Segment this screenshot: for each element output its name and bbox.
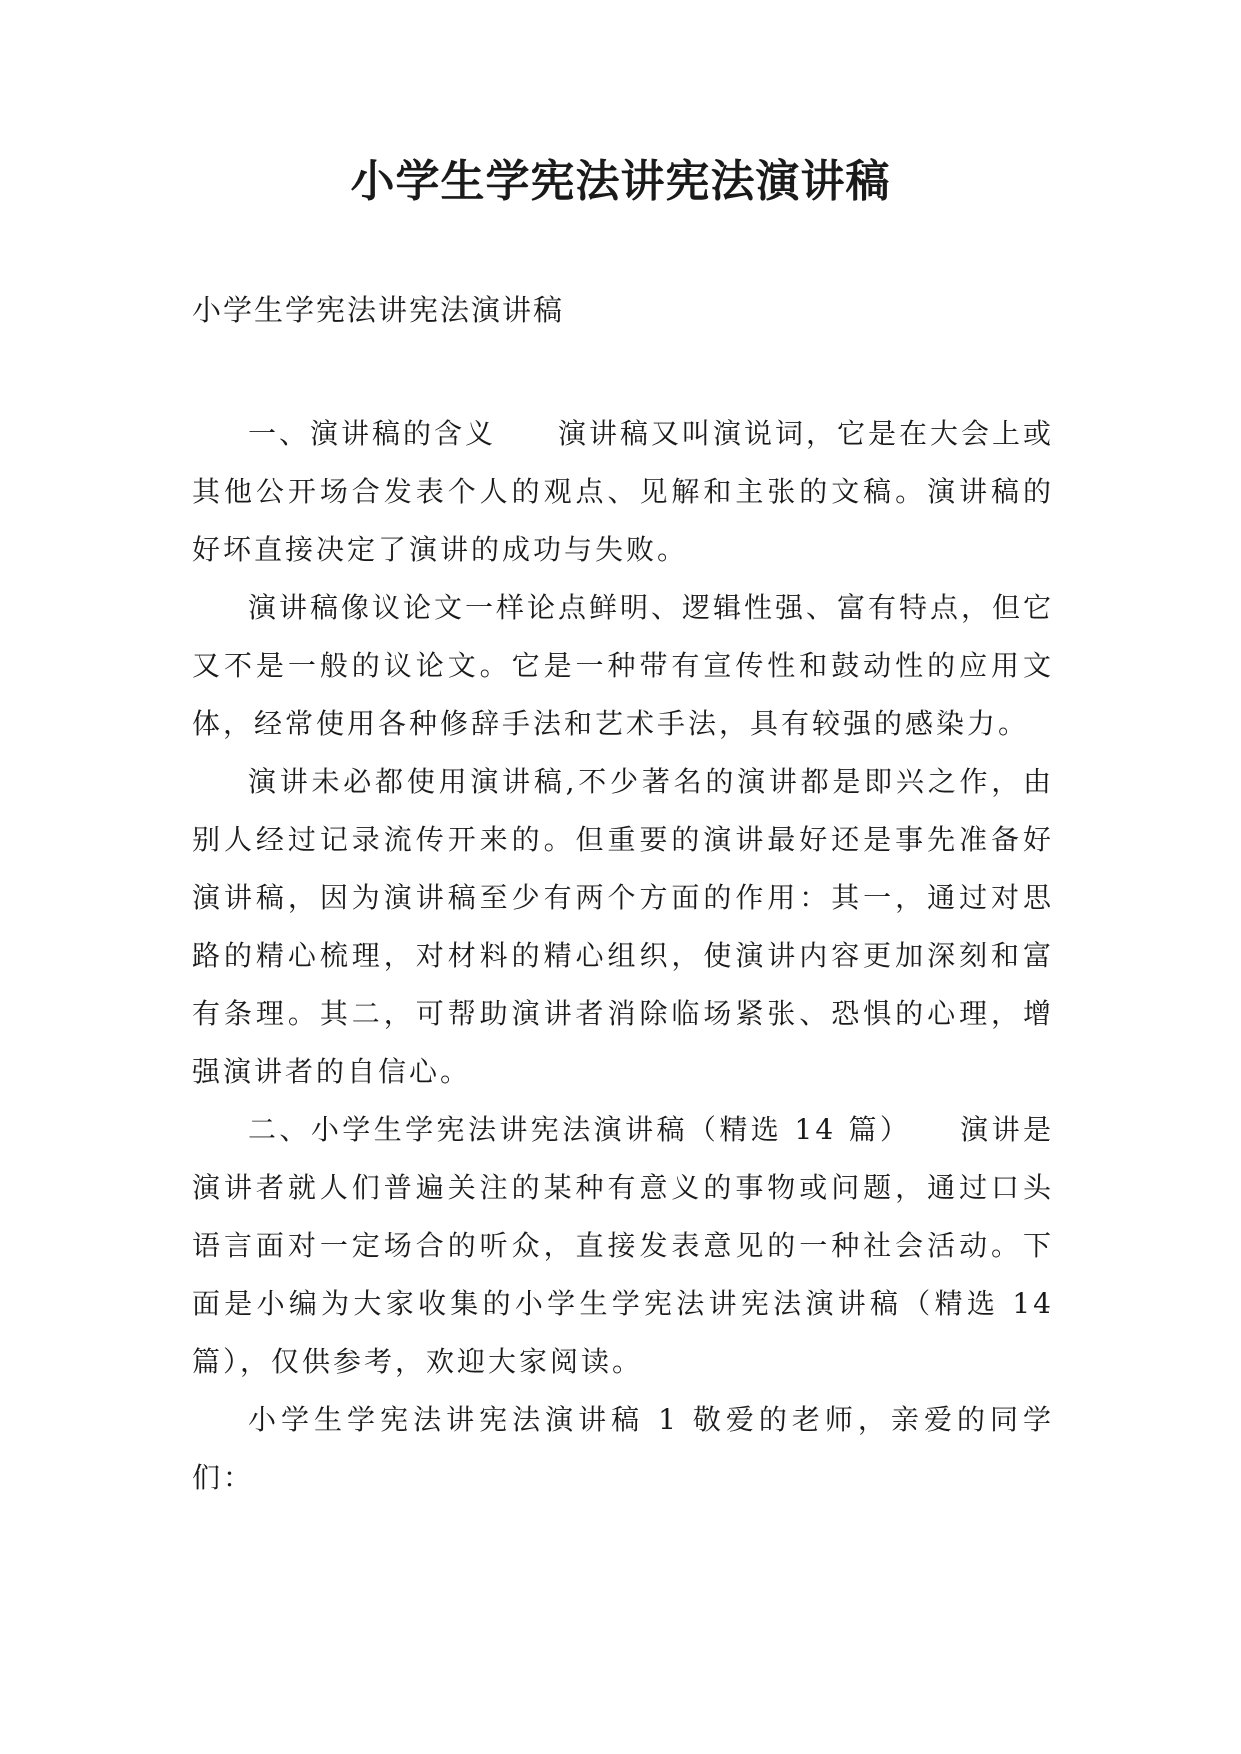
document-body [192,405,1054,1507]
paragraph-speech-1-opening: 小学生学宪法讲宪法演讲稿 1 敬爱的老师，亲爱的同学们： [192,1403,1054,1494]
paragraph-characteristics: 演讲稿像议论文一样论点鲜明、逻辑性强、富有特点，但它又不是一般的议论文。它是一种带有宣传性和鼓动性的应用文体，经常使用各种修辞手法和艺术手法，具有较强的感染力。 [192,591,1055,740]
paragraph-introduction: 二、小学生学宪法讲宪法演讲稿（精选 14 篇） 演讲是演讲者就人们普遍关注的某种有意义的事物或问题，通过口头语言面对一定场合的听众，直接发表意见的一种社会活动。下面是小编为大家收集的小学生学宪法讲宪法演讲稿（精选 14 篇），仅供参考，欢迎大家阅读。 [192,1113,1054,1378]
document-subtitle: 小学生学宪法讲宪法演讲稿 [192,293,565,327]
document-title: 小学生学宪法讲宪法演讲稿 [350,156,891,207]
paragraph-purpose: 演讲未必都使用演讲稿,不少著名的演讲都是即兴之作，由别人经过记录流传开来的。但重要的演讲最好还是事先准备好演讲稿，因为演讲稿至少有两个方面的作用：其一，通过对思路的精心梳理，对材料的精心组织，使演讲内容更加深刻和富有条理。其二，可帮助演讲者消除临场紧张、恐惧的心理，增强演讲者的自信心。 [192,765,1054,1088]
paragraph-definition: 一、演讲稿的含义 演讲稿又叫演说词，它是在大会上或其他公开场合发表个人的观点、见解和主张的文稿。演讲稿的好坏直接决定了演讲的成功与失败。 [192,417,1055,566]
